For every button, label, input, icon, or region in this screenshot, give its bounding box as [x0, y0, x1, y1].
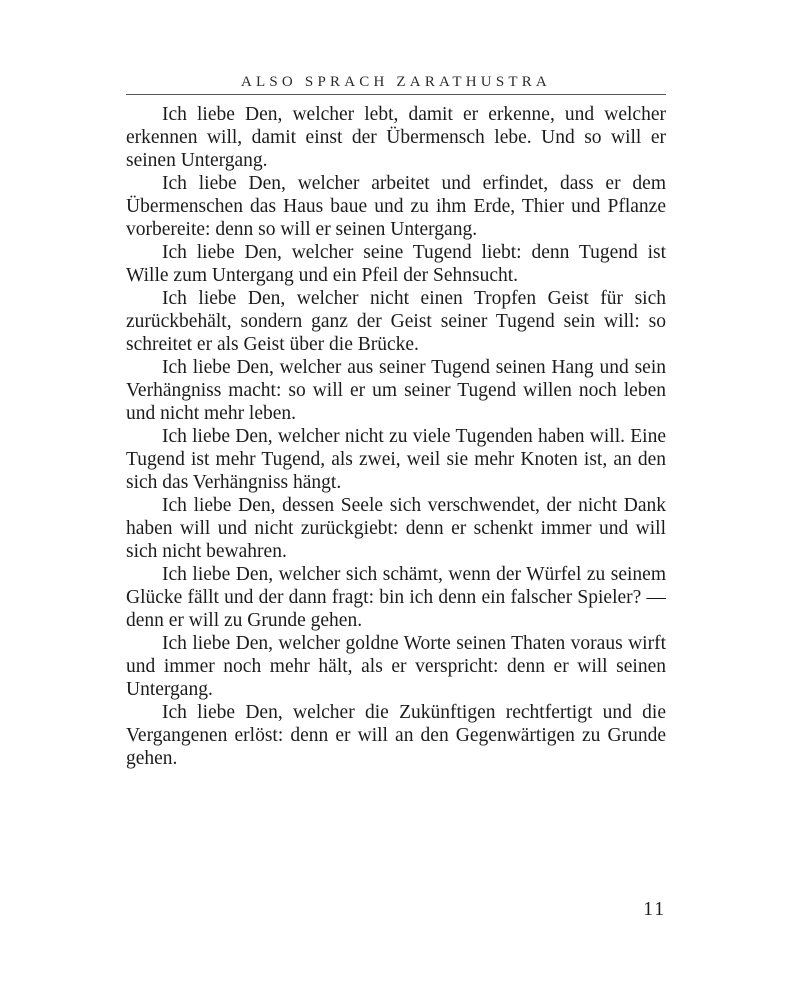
paragraph: Ich liebe Den, welcher die Zukünftigen rechtfertigt und die Vergangenen erlöst: denn er will an den Gegenwärtigen zu Grunde gehen. — [126, 702, 666, 769]
paragraph: Ich liebe Den, welcher arbeitet und erfindet, dass er dem Übermenschen das Haus baue und zu ihm Erde, Thier und Pflanze vorbereite: denn so will er seinen Untergang. — [126, 173, 666, 240]
book-page — [126, 72, 666, 770]
page-number: 11 — [643, 899, 666, 920]
paragraph: Ich liebe Den, dessen Seele sich verschwendet, der nicht Dank haben will und nicht zurückgiebt: denn er schenkt immer und will sich nicht bewahren. — [126, 495, 666, 562]
paragraph: Ich liebe Den, welcher nicht zu viele Tugenden haben will. Eine Tugend ist mehr Tugend, als zwei, weil sie mehr Knoten ist, an den sich das Verhängniss hängt. — [126, 426, 666, 493]
body-text — [126, 103, 666, 770]
paragraph: Ich liebe Den, welcher aus seiner Tugend seinen Hang und sein Verhängniss macht: so will er um seiner Tugend willen noch leben und nicht mehr leben. — [126, 357, 666, 424]
paragraph: Ich liebe Den, welcher lebt, damit er erkenne, und welcher erkennen will, damit einst der Übermensch lebe. Und so will er seinen Untergang. — [126, 104, 666, 171]
paragraph: Ich liebe Den, welcher goldne Worte seinen Thaten voraus wirft und immer noch mehr hält, als er verspricht: denn er will seinen Untergang. — [126, 633, 666, 700]
paragraph: Ich liebe Den, welcher nicht einen Tropfen Geist für sich zurückbehält, sondern ganz der Geist seiner Tugend sein will: so schreitet er als Geist über die Brücke. — [126, 288, 666, 355]
running-head: ALSO SPRACH ZARATHUSTRA — [126, 72, 666, 95]
paragraph: Ich liebe Den, welcher sich schämt, wenn der Würfel zu seinem Glücke fällt und der dann fragt: bin ich denn ein falscher Spieler? — denn er will zu Grunde gehen. — [126, 564, 666, 631]
paragraph: Ich liebe Den, welcher seine Tugend liebt: denn Tugend ist Wille zum Untergang und ein Pfeil der Sehnsucht. — [126, 242, 666, 286]
